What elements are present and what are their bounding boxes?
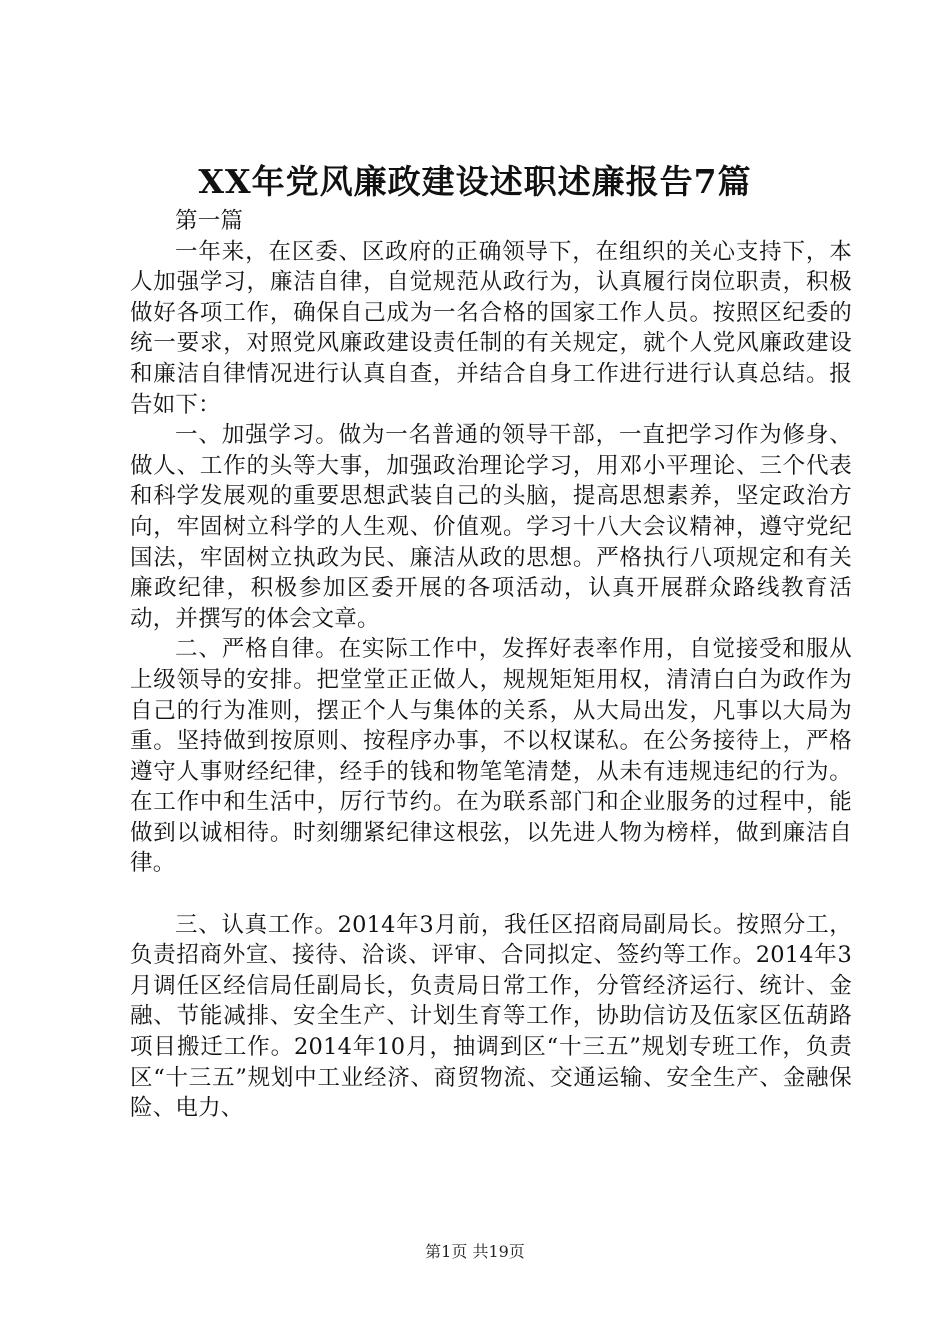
document-body [130,206,852,1124]
paragraph-gap [130,879,852,910]
paragraph-intro: 一年来，在区委、区政府的正确领导下，在组织的关心支持下，本人加强学习，廉洁自律，自觉规范从政行为，认真履行岗位职责，积极做好各项工作，确保自己成为一名合格的国家工作人员。按照区纪委的统一要求，对照党风廉政建设责任制的有关规定，就个人党风廉政建设和廉洁自律情况进行认真自查，并结合自身工作进行进行认真总结。报告如下： [130,238,852,418]
document-title: XX年党风廉政建设述职述廉报告7篇 [198,162,752,201]
page-indicator: 第1页 共19页 [425,1242,525,1261]
section-label: 第一篇 [175,208,244,234]
paragraph-discipline: 二、严格自律。在实际工作中，发挥好表率作用，自觉接受和服从上级领导的安排。把堂堂正正做人，规规矩矩用权，清清白白为政作为自己的行为准则，摆正个人与集体的关系，从大局出发，凡事以大局为重。坚持做到按原则、按程序办事，不以权谋私。在公务接待上，严格遵守人事财经纪律，经手的钱和物笔笔清楚，从未有违规违纪的行为。在工作中和生活中，厉行节约。在为联系部门和企业服务的过程中，能做到以诚相待。时刻绷紧纪律这根弦，以先进人物为榜样，做到廉洁自律。 [130,636,852,877]
paragraph-work: 三、认真工作。2014年3月前，我任区招商局副局长。按照分工，负责招商外宣、接待、洽谈、评审、合同拟定、签约等工作。2014年3月调任区经信局任副局长，负责局日常工作，分管经济运行、统计、金融、节能减排、安全生产、计划生育等工作，协助信访及伍家区伍葫路项目搬迁工作。2014年10月，抽调到区“十三五”规划专班工作，负责区“十三五”规划中工业经济、商贸物流、交通运输、安全生产、金融保险、电力、 [130,911,852,1122]
paragraph-study: 一、加强学习。做为一名普通的领导干部，一直把学习作为修身、做人、工作的头等大事，加强政治理论学习，用邓小平理论、三个代表和科学发展观的重要思想武装自己的头脑，提高思想素养，坚定政治方向，牢固树立科学的人生观、价值观。学习十八大会议精神，遵守党纪国法，牢固树立执政为民、廉洁从政的思想。严格执行八项规定和有关廉政纪律，积极参加区委开展的各项活动，认真开展群众路线教育活动，并撰写的体会文章。 [130,422,852,632]
